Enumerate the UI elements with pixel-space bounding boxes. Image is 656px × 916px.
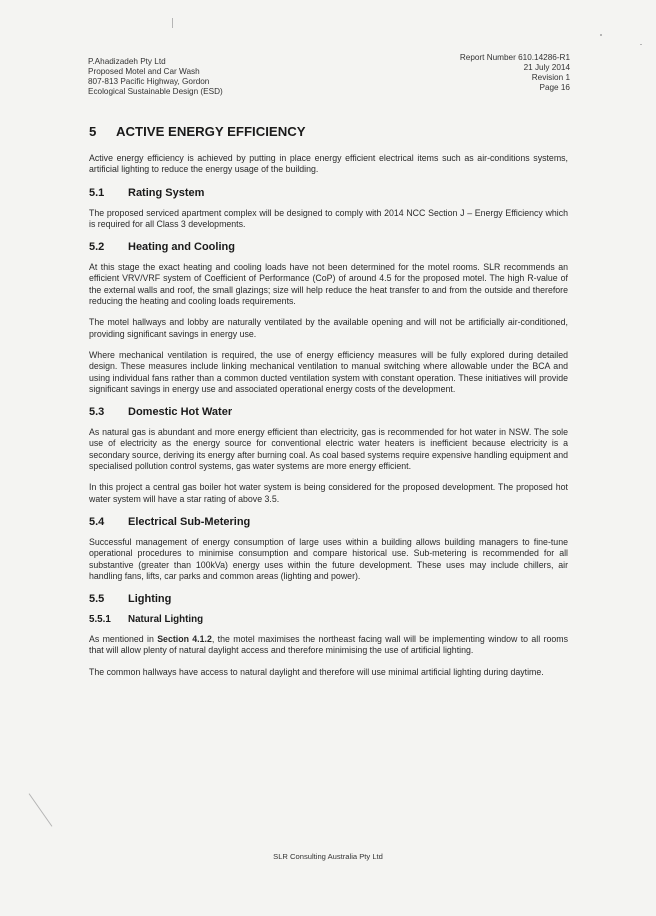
subsection-heading-rating-system: [89, 187, 568, 199]
subsubsection-heading-natural-lighting: [89, 614, 568, 625]
header-right: [460, 53, 570, 93]
header-left: [88, 57, 223, 97]
header-company: P.Ahadizadeh Pty Ltd: [88, 57, 166, 66]
scan-speck: [29, 793, 53, 826]
subsection-heading-lighting: [89, 593, 568, 605]
paragraph: The proposed serviced apartment complex will be designed to comply with 2014 NCC Section J – Energy Efficiency which is required for all Class 3 developments.: [89, 207, 568, 229]
paragraph: As natural gas is abundant and more energy efficient than electricity, gas is recommended for hot water in NSW. The sole use of electricity as the energy source for conventional electric water heaters is inefficient because electricity is a secondary source, deriving its energy after burning coal. As coal based systems require expensive handling equipment and specialised pollution control systems, gas water systems are more energy efficient.: [89, 427, 568, 472]
header-report-number: Report Number 610.14286-R1: [459, 53, 570, 62]
subsection-title: Heating and Cooling: [128, 241, 235, 254]
header-project: Proposed Motel and Car Wash: [88, 67, 200, 76]
subsection-number: 5.5: [89, 593, 105, 606]
subsubsection-number: 5.5.1: [89, 614, 111, 626]
subsubsection-title: Natural Lighting: [128, 614, 204, 626]
section-intro-paragraph: Active energy efficiency is achieved by putting in place energy efficient electrical items such as air-conditions systems, artificial lighting to reduce the energy usage of the building.: [89, 153, 568, 175]
subsection-number: 5.1: [89, 186, 105, 199]
subsection-title: Lighting: [128, 593, 172, 606]
paragraph: [89, 634, 568, 657]
subsection-heading-sub-metering: [89, 516, 568, 528]
subsection-title: Domestic Hot Water: [128, 406, 233, 419]
text-run: , the motel maximises the northeast facing wall will be implementing window to all rooms that will allow plenty of natural daylight access and therefore minimising the use of artificial lighting.: [89, 634, 568, 656]
paragraph: Where mechanical ventilation is required, the use of energy efficiency measures will be fully explored during detailed design. These measures include linking mechanical ventilation to manual switching where allowable under the BCA and using individual fans rather than a common ducted ventilation system with constant operation. These initiatives will provide significant savings in energy use and associated operational energy costs of the development.: [89, 349, 568, 394]
subsection-heading-heating-cooling: [89, 241, 568, 253]
paragraph: The common hallways have access to natural daylight and therefore will use minimal artificial lighting during daytime.: [89, 666, 544, 677]
paragraph: In this project a central gas boiler hot water system is being considered for the proposed development. The proposed hot water system will have a star rating of above 3.5.: [89, 482, 568, 504]
header-date: 21 July 2014: [523, 63, 570, 72]
subsection-number: 5.2: [89, 241, 105, 254]
section-title: ACTIVE ENERGY EFFICIENCY: [116, 124, 306, 139]
paragraph: The motel hallways and lobby are naturally ventilated by the available opening and will not be artificially air-conditioned, providing significant savings in energy use.: [89, 317, 568, 339]
paragraph: At this stage the exact heating and cooling loads have not been determined for the motel rooms. SLR recommends an efficient VRV/VRF system of Coefficient of Performance (CoP) of around 4.5 for the proposed motel. The high R-value of the external walls and roof, the small glazings; size will help reduce the heat transfer to and from the outside and therefore reducing the heating and cooling loads requirements.: [89, 262, 568, 307]
paragraph: Successful management of energy consumption of large uses within a building allows building managers to fine-tune operational procedures to minimise consumption and compare historical use. Sub-metering is recommended for all substantive (greater than 100kVa) energy uses within the future development. These uses may include chillers, air handling fans, lifts, car parks and common areas (lighting and power).: [89, 536, 568, 581]
subsection-number: 5.3: [89, 406, 105, 419]
section-reference-link: Section 4.1.2: [157, 634, 212, 645]
text-run: As mentioned in: [89, 634, 158, 645]
document-body: [89, 124, 568, 678]
header-revision: Revision 1: [531, 73, 570, 82]
header-address: 807-813 Pacific Highway, Gordon: [88, 77, 210, 86]
scan-speck: [600, 34, 602, 36]
header-report-type: Ecological Sustainable Design (ESD): [88, 87, 223, 96]
subsection-title: Electrical Sub-Metering: [128, 515, 251, 528]
subsection-title: Rating System: [128, 186, 205, 199]
scan-speck: [172, 18, 173, 28]
section-heading: [89, 124, 568, 139]
scan-speck: [640, 44, 642, 45]
section-number: 5: [89, 124, 97, 139]
subsection-heading-domestic-hot-water: [89, 406, 568, 418]
subsection-number: 5.4: [89, 515, 105, 528]
header-page-number: Page 16: [539, 83, 570, 92]
page-footer: SLR Consulting Australia Pty Ltd: [273, 852, 383, 861]
